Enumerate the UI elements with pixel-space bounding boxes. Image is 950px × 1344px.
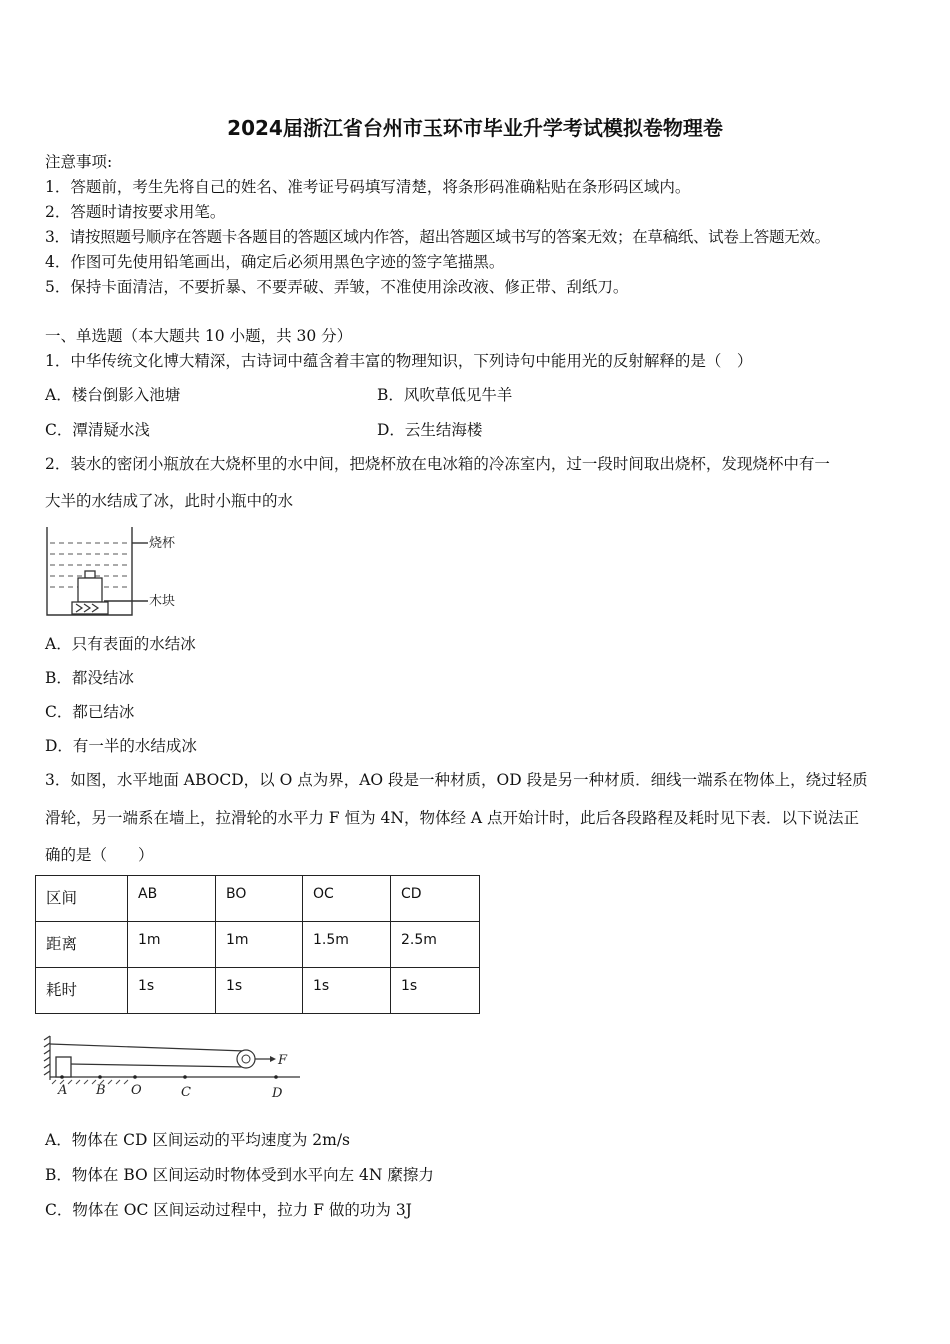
table-cell: 1s: [216, 968, 303, 1014]
q1-option-a: A．楼台倒影入池塘: [45, 386, 181, 404]
table-cell: 1m: [216, 922, 303, 968]
table-cell: 1s: [303, 968, 391, 1014]
notice-item: 3．请按照题号顺序在答题卡各题目的答题区域内作答，超出答题区域书写的答案无效；在草稿纸、试卷上答题无效。: [45, 228, 830, 246]
table-cell: 1m: [128, 922, 216, 968]
table-row: [36, 876, 480, 922]
notice-item: 2．答题时请按要求用笔。: [45, 203, 226, 221]
table-cell: 1s: [391, 968, 480, 1014]
q2-option-c: C．都已结冰: [45, 703, 135, 721]
label-point-c: C: [181, 1085, 191, 1100]
label-point-d: D: [272, 1086, 283, 1101]
label-point-o: O: [131, 1083, 142, 1098]
table-cell: CD: [391, 876, 480, 922]
exam-title: 2024届浙江省台州市玉环市毕业升学考试模拟卷物理卷: [227, 116, 723, 140]
notice-heading: 注意事项:: [45, 153, 113, 171]
q2-option-a: A．只有表面的水结冰: [45, 635, 196, 653]
q3-option-b: B．物体在 BO 区间运动时物体受到水平向左 4N 縻擦力: [45, 1166, 434, 1184]
table-cell: 1s: [128, 968, 216, 1014]
notice-item: 5．保持卡面清洁，不要折暴、不要弄破、弄皱，不准使用涂改液、修正带、刮纸刀。: [45, 278, 629, 296]
q3-data-table: [35, 875, 480, 1014]
label-beaker: 烧杯: [149, 536, 176, 551]
q3-stem-line2: 滑轮，另一端系在墙上，拉滑轮的水平力 F 恒为 4N，物体经 A 点开始计时，此后各段路程及耗时见下表．以下说法正: [45, 809, 860, 827]
q1-option-d: D．云生结海楼: [377, 421, 483, 439]
table-cell: 距离: [36, 922, 128, 968]
q3-option-a: A．物体在 CD 区间运动的平均速度为 2m/s: [45, 1131, 350, 1149]
q3-option-c: C．物体在 OC 区间运动过程中，拉力 F 做的功为 3J: [45, 1201, 412, 1219]
label-point-b: B: [96, 1083, 106, 1098]
q2-option-d: D．有一半的水结成冰: [45, 737, 197, 755]
label-block: 木块: [149, 594, 176, 609]
label-force-f: F: [278, 1053, 288, 1068]
table-cell: 耗时: [36, 968, 128, 1014]
q3-pulley-figure: [40, 1030, 310, 1102]
q2-option-b: B．都没结冰: [45, 669, 134, 687]
q1-option-c: C．潭清疑水浅: [45, 421, 150, 439]
table-cell: BO: [216, 876, 303, 922]
table-row: [36, 968, 480, 1014]
q1-stem: 1．中华传统文化博大精深，古诗词中蕴含着丰富的物理知识，下列诗句中能用光的反射解释的是（ ）: [45, 352, 753, 370]
label-point-a: A: [58, 1083, 68, 1098]
q2-beaker-figure: [42, 524, 192, 620]
table-row: [36, 922, 480, 968]
q1-option-b: B．风吹草低见牛羊: [377, 386, 513, 404]
q2-stem-line2: 大半的水结成了冰，此时小瓶中的水: [45, 492, 294, 510]
table-cell: AB: [128, 876, 216, 922]
q3-stem-line1: 3．如图，水平地面 ABOCD，以 O 点为界，AO 段是一种材质，OD 段是另一种材质．细线一端系在物体上，绕过轻质: [45, 771, 868, 789]
notice-item: 4．作图可先使用铅笔画出，确定后必须用黑色字迹的签字笔描黑。: [45, 253, 505, 271]
section-heading: 一、单选题（本大题共 10 小题，共 30 分）: [45, 327, 353, 345]
q2-stem-line1: 2．装水的密闭小瓶放在大烧杯里的水中间，把烧杯放在电冰箱的冷冻室内，过一段时间取出烧杯，发现烧杯中有一: [45, 455, 830, 473]
table-cell: OC: [303, 876, 391, 922]
q3-stem-line3: 确的是（ ）: [45, 846, 154, 864]
notice-item: 1．答题前，考生先将自己的姓名、准考证号码填写清楚，将条形码准确粘贴在条形码区域内。: [45, 178, 691, 196]
table-cell: 1.5m: [303, 922, 391, 968]
table-cell: 2.5m: [391, 922, 480, 968]
table-cell: 区间: [36, 876, 128, 922]
